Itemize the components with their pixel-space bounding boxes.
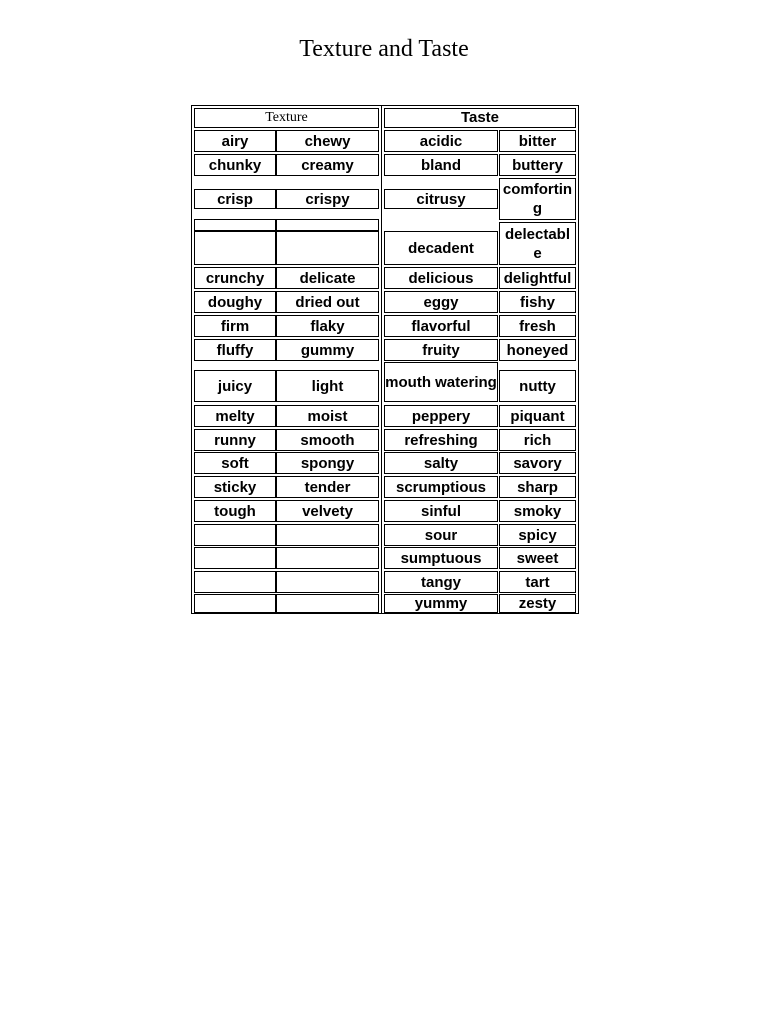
taste-cell: fruity bbox=[384, 339, 498, 361]
taste-cell: sinful bbox=[384, 500, 498, 522]
texture-cell: spongy bbox=[276, 452, 379, 474]
texture-cell: juicy bbox=[194, 370, 276, 402]
taste-cell: sweet bbox=[499, 547, 576, 569]
texture-heading: Texture bbox=[194, 108, 379, 128]
texture-cell: airy bbox=[194, 130, 276, 152]
texture-cell bbox=[276, 571, 379, 593]
word-table bbox=[191, 105, 579, 614]
texture-cell: doughy bbox=[194, 291, 276, 313]
texture-spacer-cell bbox=[194, 219, 276, 231]
taste-cell: salty bbox=[384, 452, 498, 474]
taste-cell: comforting bbox=[499, 178, 576, 220]
texture-cell: dried out bbox=[276, 291, 379, 313]
texture-cell: crisp bbox=[194, 189, 276, 209]
texture-cell bbox=[194, 547, 276, 569]
taste-cell: delicious bbox=[384, 267, 498, 289]
texture-cell: tender bbox=[276, 476, 379, 498]
texture-cell: firm bbox=[194, 315, 276, 337]
taste-panel bbox=[381, 105, 579, 614]
texture-cell: chunky bbox=[194, 154, 276, 176]
taste-cell: citrusy bbox=[384, 189, 498, 209]
taste-cell: eggy bbox=[384, 291, 498, 313]
texture-cell bbox=[276, 524, 379, 546]
texture-cell bbox=[194, 594, 276, 613]
taste-cell: sharp bbox=[499, 476, 576, 498]
taste-cell: fishy bbox=[499, 291, 576, 313]
texture-cell: delicate bbox=[276, 267, 379, 289]
texture-cell bbox=[276, 231, 379, 265]
texture-cell: velvety bbox=[276, 500, 379, 522]
taste-cell: bland bbox=[384, 154, 498, 176]
taste-cell: acidic bbox=[384, 130, 498, 152]
taste-cell: savory bbox=[499, 452, 576, 474]
texture-cell: gummy bbox=[276, 339, 379, 361]
taste-cell: buttery bbox=[499, 154, 576, 176]
texture-cell bbox=[276, 547, 379, 569]
taste-cell: decadent bbox=[384, 231, 498, 265]
taste-cell: delightful bbox=[499, 267, 576, 289]
taste-cell: piquant bbox=[499, 405, 576, 427]
taste-cell: nutty bbox=[499, 370, 576, 402]
texture-panel bbox=[191, 105, 382, 614]
texture-cell: chewy bbox=[276, 130, 379, 152]
texture-cell: fluffy bbox=[194, 339, 276, 361]
texture-cell: runny bbox=[194, 429, 276, 451]
taste-cell: sour bbox=[384, 524, 498, 546]
taste-cell: fresh bbox=[499, 315, 576, 337]
taste-cell: honeyed bbox=[499, 339, 576, 361]
texture-cell: creamy bbox=[276, 154, 379, 176]
texture-cell bbox=[194, 231, 276, 265]
texture-cell bbox=[194, 571, 276, 593]
texture-cell: sticky bbox=[194, 476, 276, 498]
taste-cell: bitter bbox=[499, 130, 576, 152]
taste-cell: spicy bbox=[499, 524, 576, 546]
texture-cell: crunchy bbox=[194, 267, 276, 289]
taste-cell: yummy bbox=[384, 594, 498, 613]
taste-heading: Taste bbox=[384, 108, 576, 128]
taste-cell: tangy bbox=[384, 571, 498, 593]
taste-cell: sumptuous bbox=[384, 547, 498, 569]
taste-cell: zesty bbox=[499, 594, 576, 613]
taste-cell: peppery bbox=[384, 405, 498, 427]
texture-cell: light bbox=[276, 370, 379, 402]
taste-cell: rich bbox=[499, 429, 576, 451]
texture-cell bbox=[194, 524, 276, 546]
taste-cell: scrumptious bbox=[384, 476, 498, 498]
texture-cell: crispy bbox=[276, 189, 379, 209]
taste-cell: mouth watering bbox=[384, 362, 498, 402]
texture-cell: tough bbox=[194, 500, 276, 522]
taste-cell: flavorful bbox=[384, 315, 498, 337]
taste-cell: smoky bbox=[499, 500, 576, 522]
texture-cell: moist bbox=[276, 405, 379, 427]
taste-cell: delectable bbox=[499, 222, 576, 265]
taste-cell: refreshing bbox=[384, 429, 498, 451]
texture-spacer-cell bbox=[276, 219, 379, 231]
texture-cell: smooth bbox=[276, 429, 379, 451]
taste-cell: tart bbox=[499, 571, 576, 593]
texture-cell: soft bbox=[194, 452, 276, 474]
texture-cell bbox=[276, 594, 379, 613]
page-title: Texture and Taste bbox=[299, 36, 469, 62]
texture-cell: melty bbox=[194, 405, 276, 427]
texture-cell: flaky bbox=[276, 315, 379, 337]
